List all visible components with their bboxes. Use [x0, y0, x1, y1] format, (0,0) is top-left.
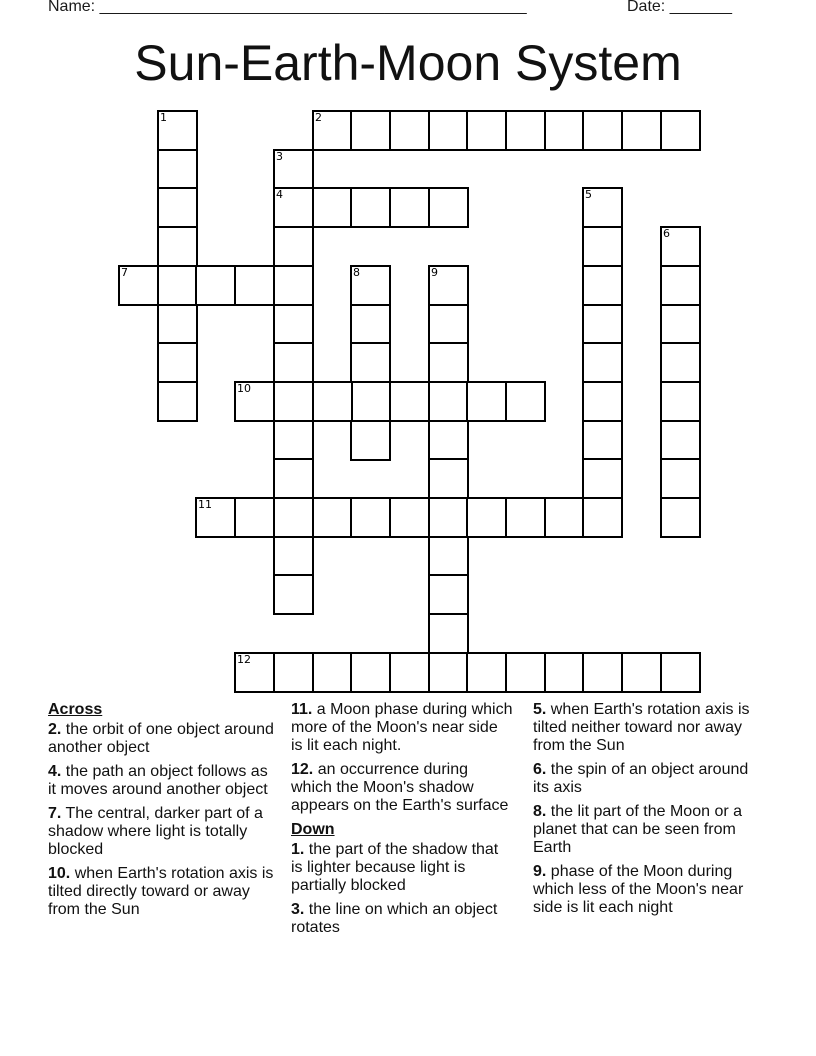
grid-cell[interactable]: [273, 265, 314, 306]
grid-cell[interactable]: [428, 342, 469, 383]
clue-number: 11: [198, 498, 212, 511]
grid-cell[interactable]: [273, 187, 314, 228]
clue-down-3: 3. the line on which an object rotates: [291, 901, 498, 936]
grid-cell[interactable]: [660, 652, 701, 693]
grid-cell[interactable]: [389, 381, 430, 422]
clue-across-10: 10. when Earth's rotation axis is tilted directly toward or away from the Sun: [48, 865, 274, 918]
grid-cell[interactable]: [660, 226, 701, 267]
clue-number: 12: [237, 653, 251, 666]
grid-cell[interactable]: [389, 110, 430, 151]
clue-column-2: [291, 701, 513, 943]
down-heading: Down: [291, 821, 335, 838]
clue-across-4: 4. the path an object follows as it moves around another object: [48, 763, 268, 798]
grid-cell[interactable]: [544, 497, 585, 538]
clue-number: 5: [585, 188, 592, 201]
grid-cell[interactable]: [157, 187, 198, 228]
grid-cell[interactable]: [195, 497, 236, 538]
grid-cell[interactable]: [312, 110, 353, 151]
grid-cell[interactable]: [312, 652, 353, 693]
grid-cell[interactable]: [234, 265, 275, 306]
grid-cell[interactable]: [273, 458, 314, 499]
grid-cell[interactable]: [660, 304, 701, 345]
grid-cell[interactable]: [582, 497, 623, 538]
clue-number: 3: [276, 150, 283, 163]
clue-number: 1: [160, 111, 167, 124]
grid-cell[interactable]: [157, 342, 198, 383]
clue-number: 8: [353, 266, 360, 279]
grid-cell[interactable]: [660, 265, 701, 306]
grid-cell[interactable]: [350, 342, 391, 383]
clue-down-8: 8. the lit part of the Moon or a planet that can be seen from Earth: [533, 803, 743, 856]
grid-cell[interactable]: [660, 342, 701, 383]
clue-across-12: 12. an occurrence during which the Moon's shadow appears on the Earth's surface: [291, 761, 509, 814]
clue-number: 10: [237, 382, 251, 395]
grid-cell[interactable]: [428, 265, 469, 306]
grid-cell[interactable]: [157, 149, 198, 190]
grid-cell[interactable]: [428, 536, 469, 577]
grid-cell[interactable]: [428, 381, 469, 422]
clue-number: 9: [431, 266, 438, 279]
grid-cell[interactable]: [157, 110, 198, 151]
grid-cell[interactable]: [505, 497, 546, 538]
grid-cell[interactable]: [621, 110, 662, 151]
grid-cell[interactable]: [582, 187, 623, 228]
name-field-label: Name: ________________________________________________: [48, 0, 527, 15]
grid-cell[interactable]: [544, 110, 585, 151]
clue-number: 2: [315, 111, 322, 124]
grid-cell[interactable]: [582, 110, 623, 151]
clue-number: 4: [276, 188, 283, 201]
grid-cell[interactable]: [428, 574, 469, 615]
grid-cell[interactable]: [350, 265, 391, 306]
grid-cell[interactable]: [544, 652, 585, 693]
grid-cell[interactable]: [273, 304, 314, 345]
grid-cell[interactable]: [273, 381, 314, 422]
grid-cell[interactable]: [428, 110, 469, 151]
grid-cell[interactable]: [157, 226, 198, 267]
across-heading: Across: [48, 701, 103, 718]
grid-cell[interactable]: [428, 497, 469, 538]
grid-cell[interactable]: [582, 458, 623, 499]
grid-cell[interactable]: [660, 420, 701, 461]
grid-cell[interactable]: [621, 652, 662, 693]
grid-cell[interactable]: [273, 652, 314, 693]
grid-cell[interactable]: [234, 381, 275, 422]
date-field-label: Date: _______: [627, 0, 732, 15]
grid-cell[interactable]: [466, 497, 507, 538]
grid-cell[interactable]: [505, 110, 546, 151]
grid-cell[interactable]: [234, 652, 275, 693]
grid-cell[interactable]: [505, 381, 546, 422]
clue-across-7: 7. The central, darker part of a shadow where light is totally blocked: [48, 805, 263, 858]
grid-cell[interactable]: [660, 381, 701, 422]
clue-down-6: 6. the spin of an object around its axis: [533, 761, 749, 796]
clue-down-1: 1. the part of the shadow that is lighter because light is partially blocked: [291, 841, 499, 894]
grid-cell[interactable]: [660, 497, 701, 538]
grid-cell[interactable]: [582, 652, 623, 693]
grid-cell[interactable]: [195, 265, 236, 306]
grid-cell[interactable]: [428, 187, 469, 228]
grid-cell[interactable]: [157, 265, 198, 306]
grid-cell[interactable]: [660, 110, 701, 151]
clue-number: 7: [121, 266, 128, 279]
grid-cell[interactable]: [389, 497, 430, 538]
grid-cell[interactable]: [389, 652, 430, 693]
grid-cell[interactable]: [157, 304, 198, 345]
clue-down-5: 5. when Earth's rotation axis is tilted neither toward nor away from the Sun: [533, 701, 750, 754]
grid-cell[interactable]: [428, 458, 469, 499]
grid-cell[interactable]: [273, 149, 314, 190]
grid-cell[interactable]: [273, 497, 314, 538]
grid-cell[interactable]: [660, 458, 701, 499]
grid-cell[interactable]: [273, 226, 314, 267]
grid-cell[interactable]: [428, 652, 469, 693]
clue-across-2: 2. the orbit of one object around another object: [48, 721, 274, 756]
grid-cell[interactable]: [428, 613, 469, 654]
grid-cell[interactable]: [157, 381, 198, 422]
clue-column-1: [48, 701, 276, 925]
grid-cell[interactable]: [118, 265, 159, 306]
grid-cell[interactable]: [466, 110, 507, 151]
grid-cell[interactable]: [428, 420, 469, 461]
grid-cell[interactable]: [273, 536, 314, 577]
grid-cell[interactable]: [350, 381, 391, 422]
grid-cell[interactable]: [350, 420, 391, 461]
grid-cell[interactable]: [273, 342, 314, 383]
grid-cell[interactable]: [312, 381, 353, 422]
grid-cell[interactable]: [273, 420, 314, 461]
grid-cell[interactable]: [312, 497, 353, 538]
clue-across-11: 11. a Moon phase during which more of the Moon's near side is lit each night.: [291, 701, 513, 754]
grid-cell[interactable]: [350, 497, 391, 538]
grid-cell[interactable]: [582, 226, 623, 267]
grid-cell[interactable]: [350, 187, 391, 228]
grid-cell[interactable]: [350, 304, 391, 345]
grid-cell[interactable]: [428, 304, 469, 345]
grid-cell[interactable]: [312, 187, 353, 228]
grid-cell[interactable]: [466, 381, 507, 422]
grid-cell[interactable]: [350, 652, 391, 693]
clue-number: 6: [663, 227, 670, 240]
grid-cell[interactable]: [582, 381, 623, 422]
grid-cell[interactable]: [466, 652, 507, 693]
grid-cell[interactable]: [582, 304, 623, 345]
grid-cell[interactable]: [582, 265, 623, 306]
grid-cell[interactable]: [234, 497, 275, 538]
puzzle-title: Sun-Earth-Moon System: [134, 35, 682, 91]
grid-cell[interactable]: [582, 420, 623, 461]
grid-cell[interactable]: [505, 652, 546, 693]
clue-column-3: [533, 701, 763, 923]
grid-cell[interactable]: [273, 574, 314, 615]
grid-cell[interactable]: [582, 342, 623, 383]
clue-down-9: 9. phase of the Moon during which less of the Moon's near side is lit each night: [533, 863, 744, 916]
grid-cell[interactable]: [389, 187, 430, 228]
grid-cell[interactable]: [350, 110, 391, 151]
